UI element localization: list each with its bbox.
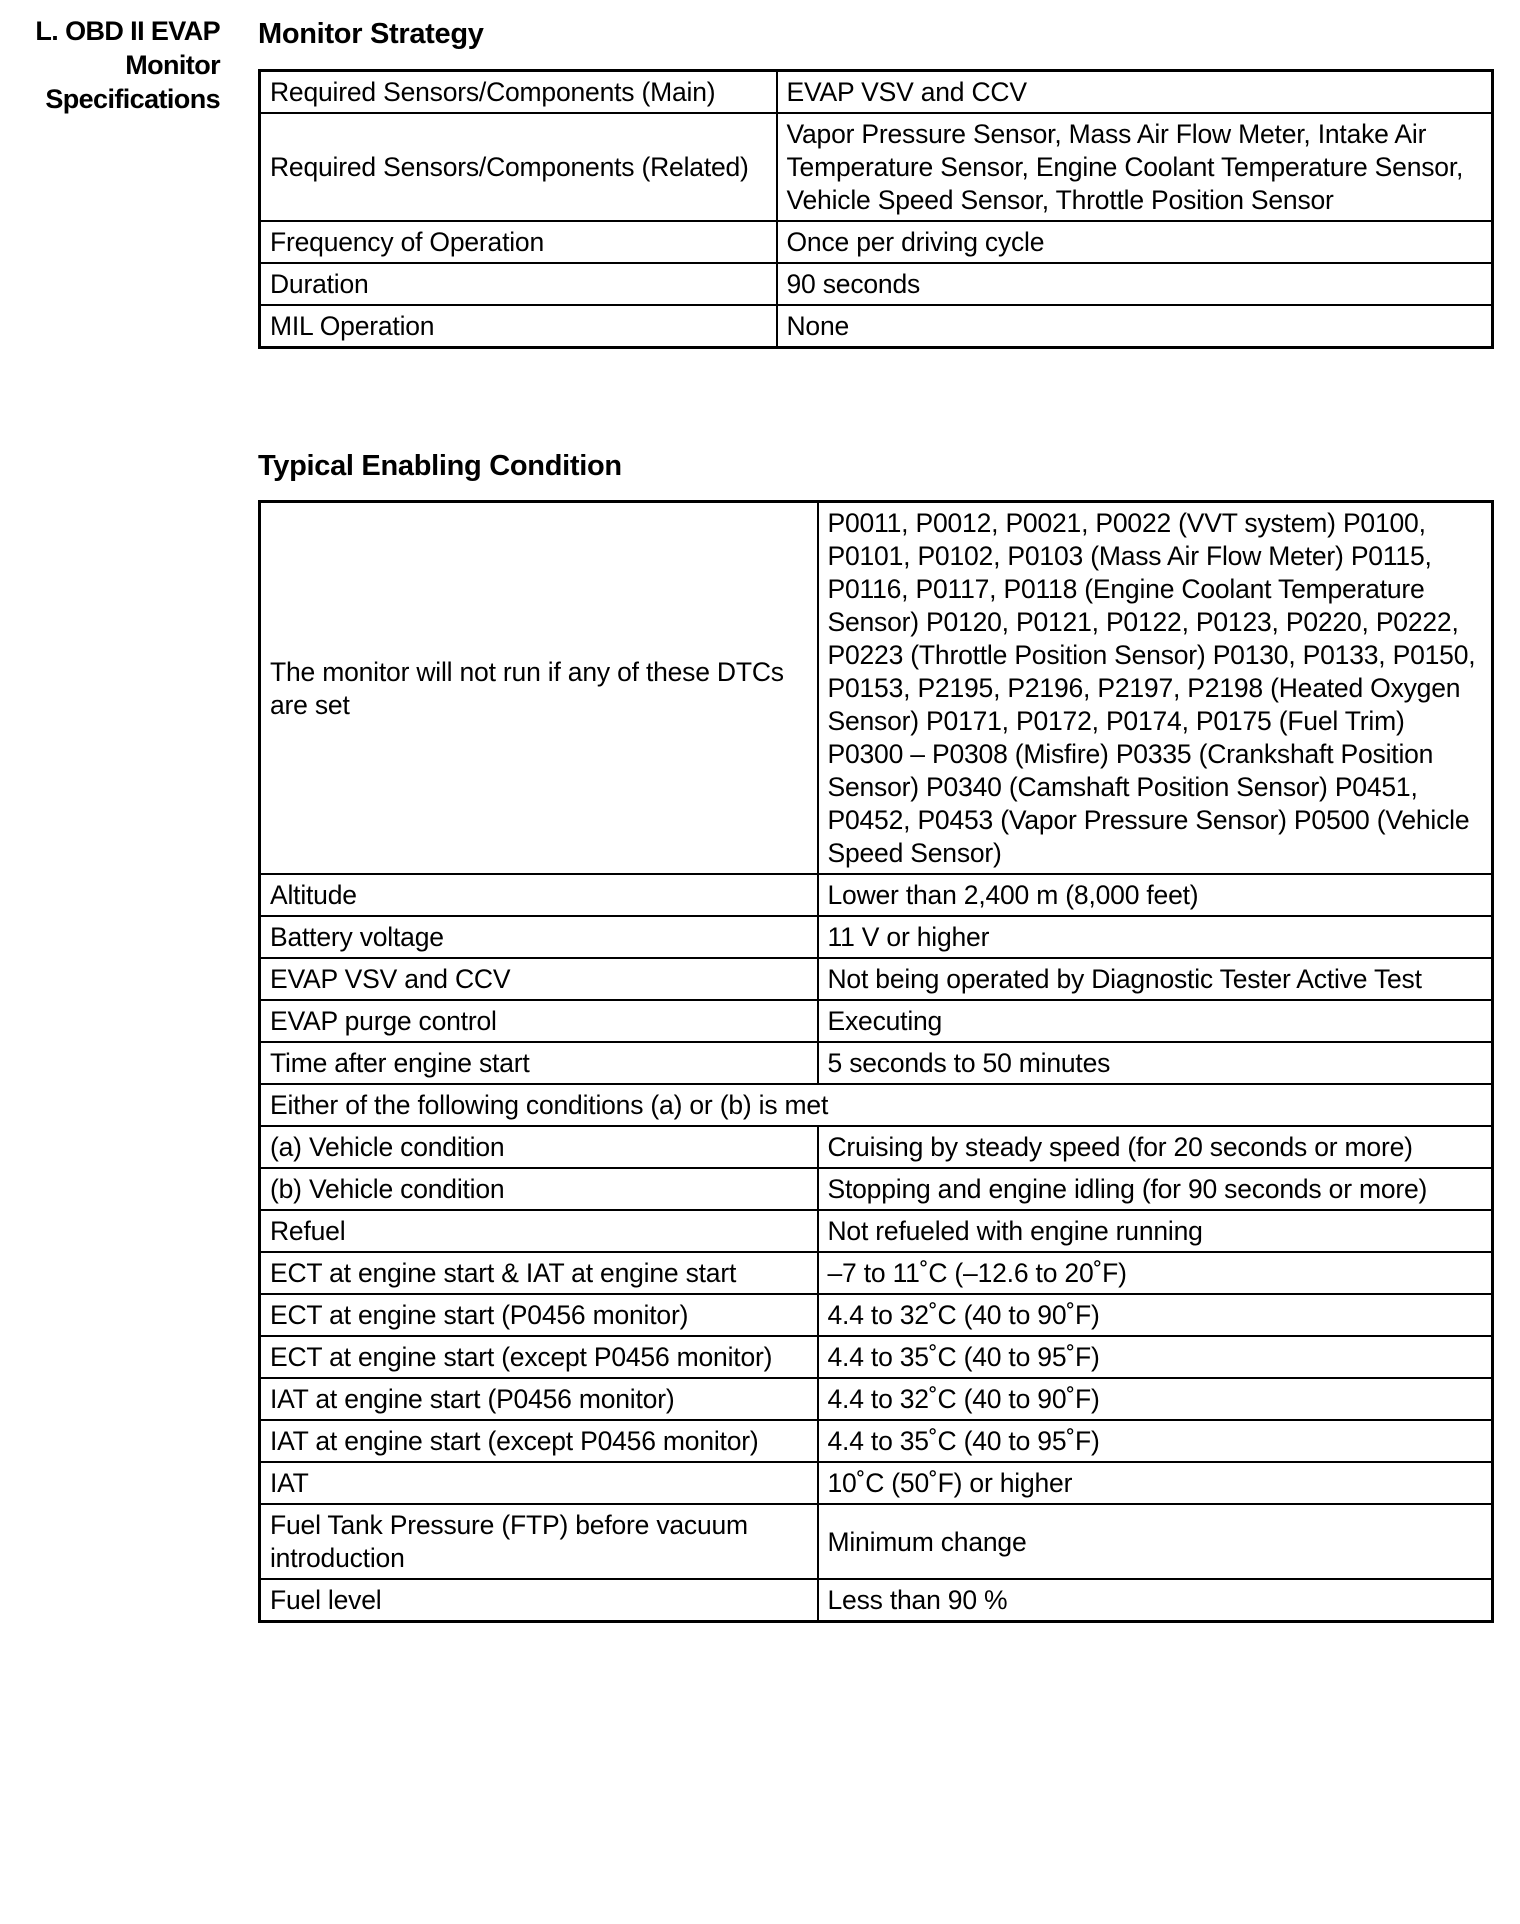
- row-label: IAT at engine start (except P0456 monitor): [260, 1420, 818, 1462]
- table-row: [260, 305, 1493, 348]
- row-value: Stopping and engine idling (for 90 seconds or more): [818, 1168, 1493, 1210]
- row-value: 10˚C (50˚F) or higher: [818, 1462, 1493, 1504]
- table-row: [260, 1000, 1493, 1042]
- row-label: IAT: [260, 1462, 818, 1504]
- row-label: Fuel Tank Pressure (FTP) before vacuum introduction: [260, 1504, 818, 1579]
- table-row: [260, 1168, 1493, 1210]
- row-label: ECT at engine start (except P0456 monitor): [260, 1336, 818, 1378]
- row-label: IAT at engine start (P0456 monitor): [260, 1378, 818, 1420]
- table-row: [260, 1126, 1493, 1168]
- row-label: Frequency of Operation: [260, 221, 777, 263]
- table-row: [260, 1294, 1493, 1336]
- row-value: 90 seconds: [777, 263, 1493, 305]
- row-value: 4.4 to 32˚C (40 to 90˚F): [818, 1294, 1493, 1336]
- enabling-condition-table: [258, 500, 1494, 1623]
- table-row: [260, 1579, 1493, 1622]
- row-label: ECT at engine start & IAT at engine start: [260, 1252, 818, 1294]
- section-label: [20, 14, 220, 116]
- monitor-strategy-heading: Monitor Strategy: [258, 18, 484, 50]
- monitor-strategy-table: [258, 69, 1494, 349]
- row-value: Less than 90 %: [818, 1579, 1493, 1622]
- row-label: EVAP purge control: [260, 1000, 818, 1042]
- row-value: Once per driving cycle: [777, 221, 1493, 263]
- row-value: 4.4 to 32˚C (40 to 90˚F): [818, 1378, 1493, 1420]
- row-value: 5 seconds to 50 minutes: [818, 1042, 1493, 1084]
- section-label-line3: Specifications: [45, 84, 220, 114]
- row-value: Vapor Pressure Sensor, Mass Air Flow Meter, Intake Air Temperature Sensor, Engine Coolant Temperature Sensor, Vehicle Speed Sensor, Throttle Position Sensor: [777, 113, 1493, 221]
- table-row: [260, 221, 1493, 263]
- row-value: EVAP VSV and CCV: [777, 71, 1493, 114]
- row-value: Not being operated by Diagnostic Tester Active Test: [818, 958, 1493, 1000]
- table-row: [260, 71, 1493, 114]
- row-label: Battery voltage: [260, 916, 818, 958]
- row-value: None: [777, 305, 1493, 348]
- table-row: [260, 1336, 1493, 1378]
- row-value: Cruising by steady speed (for 20 seconds or more): [818, 1126, 1493, 1168]
- row-label: Time after engine start: [260, 1042, 818, 1084]
- row-value: Minimum change: [818, 1504, 1493, 1579]
- row-label: (a) Vehicle condition: [260, 1126, 818, 1168]
- section-label-line2: Monitor: [125, 50, 220, 80]
- table-row: [260, 502, 1493, 875]
- row-value: Lower than 2,400 m (8,000 feet): [818, 874, 1493, 916]
- row-value: 4.4 to 35˚C (40 to 95˚F): [818, 1336, 1493, 1378]
- enabling-condition-heading: Typical Enabling Condition: [258, 450, 622, 482]
- row-label: ECT at engine start (P0456 monitor): [260, 1294, 818, 1336]
- row-value: 4.4 to 35˚C (40 to 95˚F): [818, 1420, 1493, 1462]
- row-value: –7 to 11˚C (–12.6 to 20˚F): [818, 1252, 1493, 1294]
- dtc-row-label: The monitor will not run if any of these DTCs are set: [260, 502, 818, 875]
- table-row: [260, 1210, 1493, 1252]
- table-row: [260, 1504, 1493, 1579]
- row-label: EVAP VSV and CCV: [260, 958, 818, 1000]
- row-label: Refuel: [260, 1210, 818, 1252]
- table-row: [260, 113, 1493, 221]
- table-row: [260, 958, 1493, 1000]
- either-condition-row: Either of the following conditions (a) or (b) is met: [260, 1084, 1493, 1126]
- row-label: Fuel level: [260, 1579, 818, 1622]
- row-label: Duration: [260, 263, 777, 305]
- row-label: Altitude: [260, 874, 818, 916]
- table-row: [260, 874, 1493, 916]
- row-value: Executing: [818, 1000, 1493, 1042]
- section-label-line1: L. OBD II EVAP: [35, 16, 220, 46]
- table-row: [260, 1252, 1493, 1294]
- table-row: [260, 916, 1493, 958]
- row-label: MIL Operation: [260, 305, 777, 348]
- table-row: [260, 1084, 1493, 1126]
- table-row: [260, 1420, 1493, 1462]
- row-label: Required Sensors/Components (Main): [260, 71, 777, 114]
- table-row: [260, 263, 1493, 305]
- table-row: [260, 1462, 1493, 1504]
- row-value: Not refueled with engine running: [818, 1210, 1493, 1252]
- table-row: [260, 1378, 1493, 1420]
- table-row: [260, 1042, 1493, 1084]
- row-label: Required Sensors/Components (Related): [260, 113, 777, 221]
- dtc-list: P0011, P0012, P0021, P0022 (VVT system) P0100, P0101, P0102, P0103 (Mass Air Flow Meter) P0115, P0116, P0117, P0118 (Engine Coolant Temperature Sensor) P0120, P0121, P0122, P0123, P0220, P0222, P0223 (Throttle Position Sensor) P0130, P0133, P0150, P0153, P2195, P2196, P2197, P2198 (Heated Oxygen Sensor) P0171, P0172, P0174, P0175 (Fuel Trim) P0300 – P0308 (Misfire) P0335 (Crankshaft Position Sensor) P0340 (Camshaft Position Sensor) P0451, P0452, P0453 (Vapor Pressure Sensor) P0500 (Vehicle Speed Sensor): [818, 502, 1493, 875]
- row-value: 11 V or higher: [818, 916, 1493, 958]
- row-label: (b) Vehicle condition: [260, 1168, 818, 1210]
